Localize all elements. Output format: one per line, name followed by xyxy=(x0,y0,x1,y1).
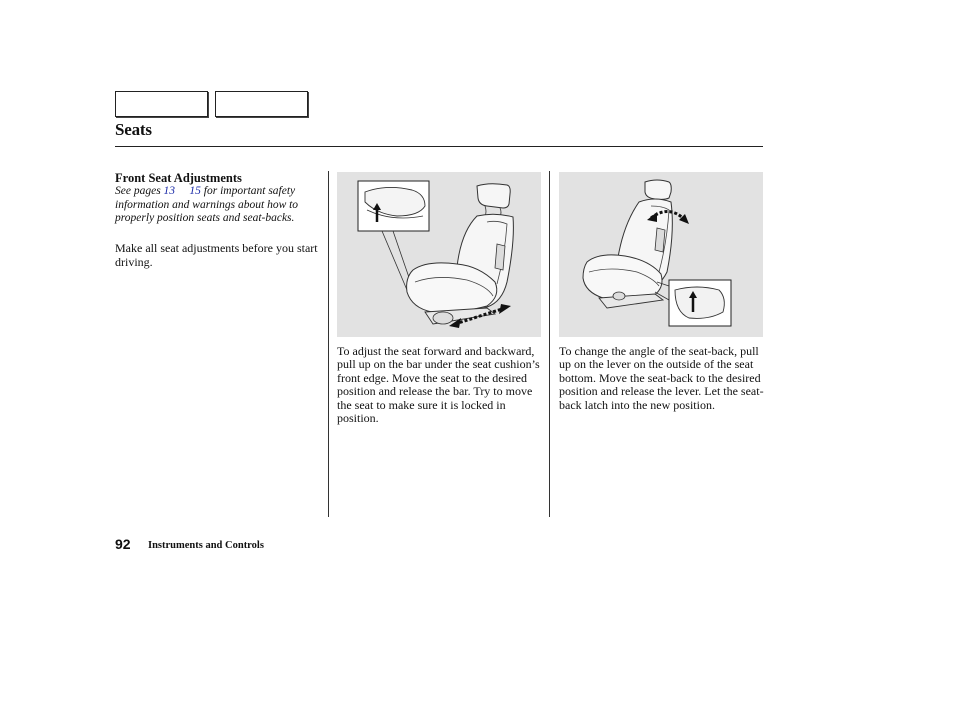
left-column xyxy=(115,171,320,269)
seat-recline-drawing xyxy=(559,172,763,337)
page-link-15[interactable]: 15 xyxy=(189,185,201,197)
seat-slide-drawing xyxy=(337,172,541,337)
header-tab-box-2 xyxy=(215,91,308,117)
section-name: Instruments and Controls xyxy=(148,540,264,551)
title-rule xyxy=(115,146,763,147)
intro-paragraph: Make all seat adjustments before you start driving. xyxy=(115,240,318,269)
note-prefix: See pages xyxy=(115,185,164,197)
page-link-13[interactable]: 13 xyxy=(163,185,176,197)
page-number: 92 xyxy=(115,536,131,552)
section-heading: Front Seat Adjustments xyxy=(115,171,242,185)
column-divider-1 xyxy=(328,171,329,517)
seat-back-caption: To change the angle of the seat-back, pull up on the lever on the outside of the seat bottom. Move the seat-back to the desired position and release the lever. Let the seat-back latch into the new position. xyxy=(559,344,764,412)
column-divider-2 xyxy=(549,171,550,517)
header-tab-box-1 xyxy=(115,91,208,117)
seat-back-angle-illustration xyxy=(559,172,763,337)
seat-forward-backward-illustration xyxy=(337,172,541,337)
forward-backward-caption: To adjust the seat forward and backward, pull up on the bar under the seat cushion’s front edge. Move the seat to the desired position and release the bar. Try to move the seat to make sure it is locked in position. xyxy=(337,344,540,426)
page-title: Seats xyxy=(115,120,152,139)
safety-note: See pages 13​ 15 for important safety information and warnings about how to properly position seats and seat-backs. xyxy=(115,185,299,224)
note-suffix: for important safety information and warnings about how to properly position seats and seat-backs. xyxy=(115,185,299,224)
